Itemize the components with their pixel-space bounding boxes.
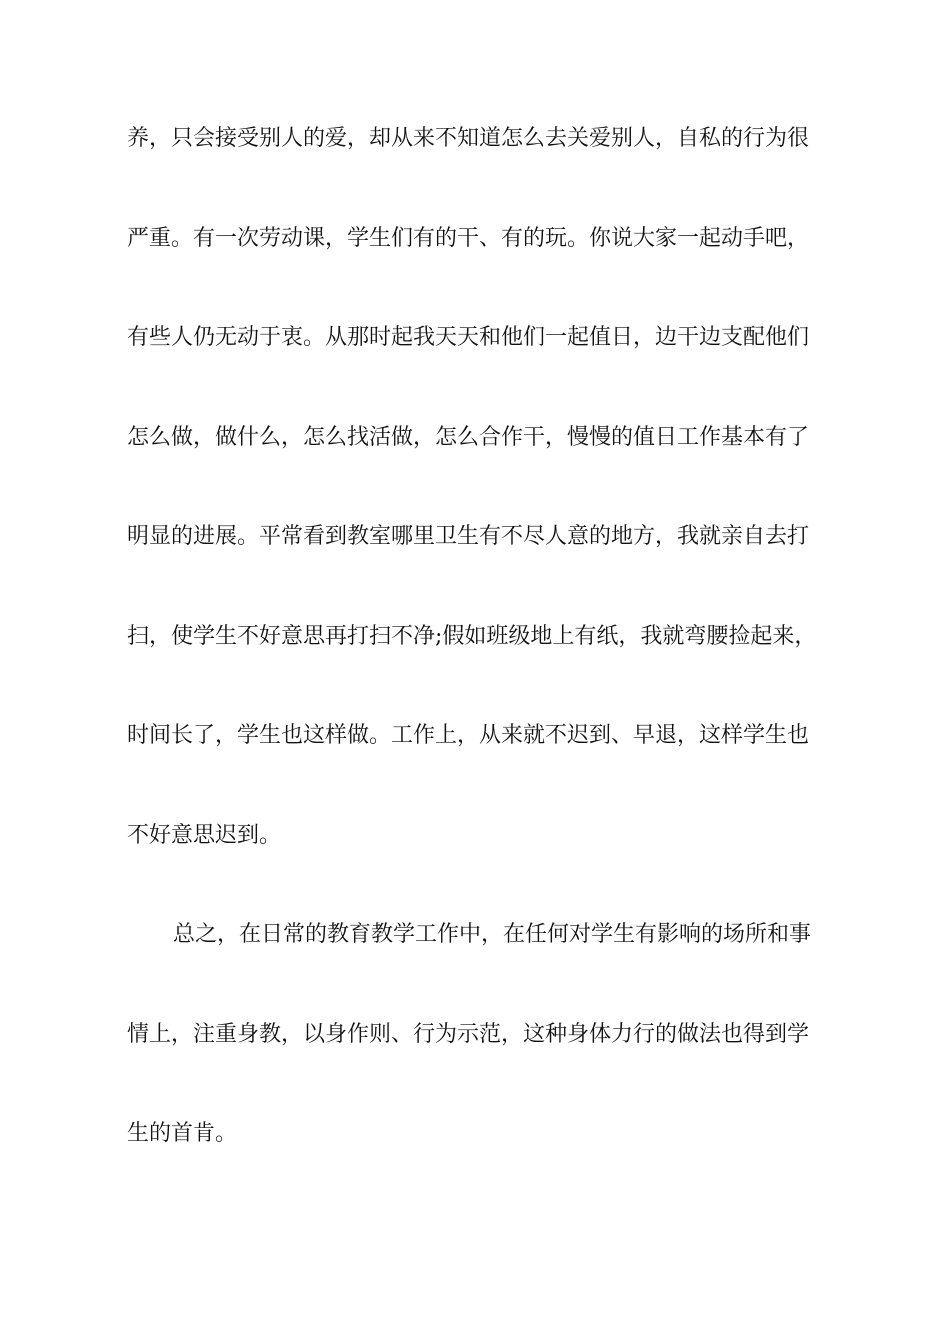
paragraph-1-line-2: 严重。有一次劳动课，学生们有的干、有的玩。你说大家一起动手吧， [127,226,810,251]
paragraph-1-line-5: 明显的进展。平常看到教室哪里卫生有不尽人意的地方，我就亲自去打 [127,524,810,549]
paragraph-2-line-2: 情上，注重身教，以身作则、行为示范，这种身体力行的做法也得到学 [127,1022,810,1047]
paragraph-1-line-7: 时间长了，学生也这样做。工作上，从来就不迟到、早退，这样学生也 [127,723,810,748]
paragraph-2-line-3: 生的首肯。 [127,1121,238,1146]
paragraph-1-line-4: 怎么做，做什么，怎么找活做，怎么合作干，慢慢的值日工作基本有了 [127,425,810,450]
paragraph-1-line-1: 养，只会接受别人的爱，却从来不知道怎么去关爱别人，自私的行为很 [127,126,810,151]
paragraph-1-line-8: 不好意思迟到。 [127,823,282,848]
paragraph-1-line-3: 有些人仍无动于衷。从那时起我天天和他们一起值日，边干边支配他们 [127,325,810,350]
paragraph-2-line-1: 总之，在日常的教育教学工作中，在任何对学生有影响的场所和事 [173,922,812,947]
paragraph-1-line-6: 扫，使学生不好意思再打扫不净;假如班级地上有纸，我就弯腰捡起来， [127,624,817,649]
